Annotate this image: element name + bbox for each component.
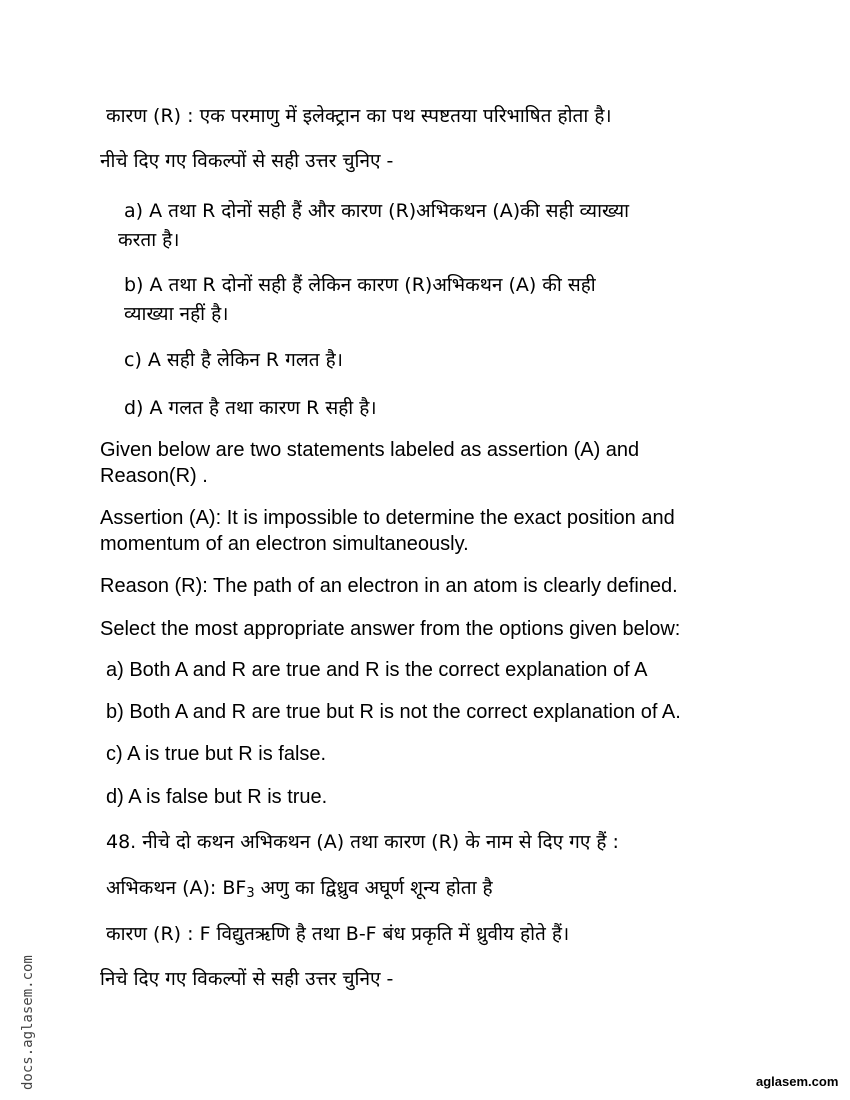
- hindi-option-c: c) A सही है लेकिन R गलत है।: [124, 349, 343, 371]
- question-48-assertion: [106, 876, 493, 900]
- side-watermark: docs.aglasem.com: [20, 955, 36, 1090]
- english-option-b: b) Both A and R are true but R is not the correct explanation of A.: [106, 701, 681, 723]
- hindi-option-b-line1: b) A तथा R दोनों सही हैं लेकिन कारण (R)अभिकथन (A) की सही: [124, 274, 596, 296]
- english-assertion-line2: momentum of an electron simultaneously.: [100, 533, 469, 555]
- english-assertion-line1: Assertion (A): It is impossible to determine the exact position and: [100, 507, 675, 529]
- hindi-option-a-line1: a) A तथा R दोनों सही हैं और कारण (R)अभिकथन (A)की सही व्याख्या: [124, 200, 630, 222]
- question-48-reason: कारण (R) : F विद्युतऋणि है तथा B-F बंध प्रकृति में ध्रुवीय होते हैं।: [106, 923, 570, 945]
- question-48-heading: 48. नीचे दो कथन अभिकथन (A) तथा कारण (R) के नाम से दिए गए हैं :: [106, 831, 619, 853]
- hindi-select-instruction: नीचे दिए गए विकल्पों से सही उत्तर चुनिए -: [100, 150, 394, 172]
- hindi-option-d: d) A गलत है तथा कारण R सही है।: [124, 397, 377, 419]
- english-option-a: a) Both A and R are true and R is the correct explanation of A: [106, 659, 648, 681]
- english-option-d: d) A is false but R is true.: [106, 786, 328, 808]
- hindi-option-a-line2: करता है।: [118, 229, 180, 251]
- question-48-select-instruction: निचे दिए गए विकल्पों से सही उत्तर चुनिए -: [100, 968, 394, 990]
- english-select-instruction: Select the most appropriate answer from the options given below:: [100, 618, 681, 640]
- english-intro-line1: Given below are two statements labeled as assertion (A) and: [100, 439, 640, 461]
- english-intro-line2: Reason(R) .: [100, 465, 208, 487]
- english-reason: Reason (R): The path of an electron in an atom is clearly defined.: [100, 575, 678, 597]
- assertion-text: अणु का द्विध्रुव अघूर्ण शून्य होता है: [254, 877, 493, 899]
- footer-brand: aglasem.com: [756, 1074, 839, 1089]
- hindi-option-b-line2: व्याख्या नहीं है।: [124, 303, 229, 325]
- subscript-3: 3: [246, 886, 255, 901]
- hindi-reason-statement: कारण (R) : एक परमाणु में इलेक्ट्रान का पथ स्पष्टतया परिभाषित होता है।: [106, 105, 612, 127]
- assertion-label: अभिकथन (A): BF: [106, 877, 247, 899]
- english-option-c: c) A is true but R is false.: [106, 743, 327, 765]
